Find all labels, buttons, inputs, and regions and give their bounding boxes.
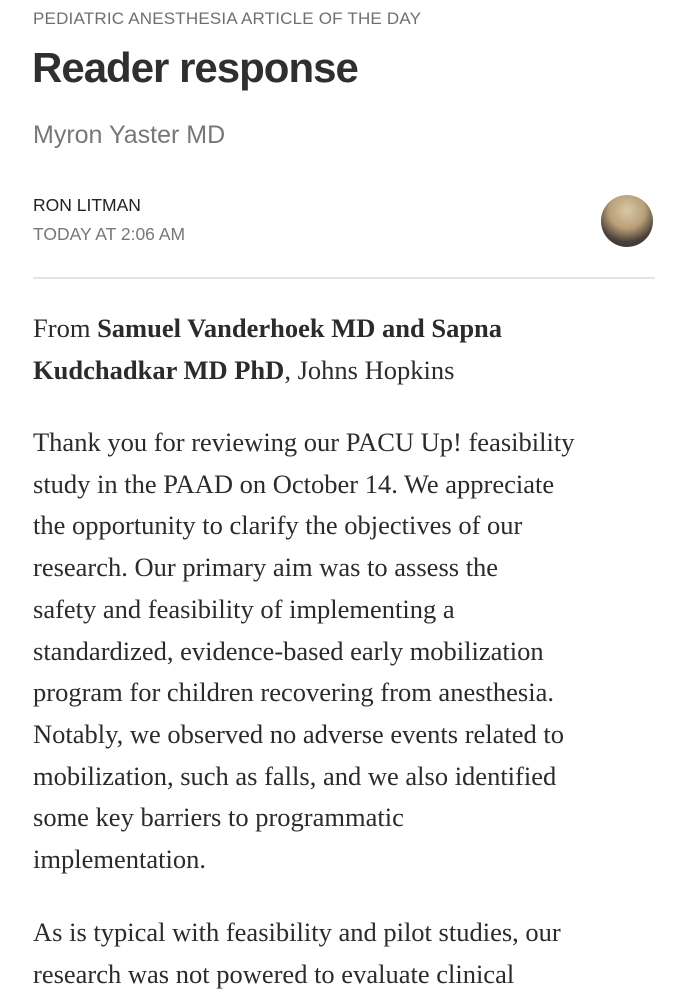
post-timestamp: TODAY AT 2:06 AM <box>33 224 186 244</box>
paragraph-line: research. Our primary aim was to assess the <box>33 552 499 583</box>
paragraph-line: some key barriers to programmatic <box>33 802 404 833</box>
article-title: Reader response <box>32 44 358 91</box>
paragraph-line: standardized, evidence-based early mobilization <box>33 635 544 666</box>
from-authors-2: Kudchadkar MD PhD <box>33 354 285 385</box>
divider <box>33 277 655 279</box>
publication-kicker[interactable]: PEDIATRIC ANESTHESIA ARTICLE OF THE DAY <box>33 9 422 28</box>
from-authors-1: Samuel Vanderhoek MD and Sapna <box>97 313 503 343</box>
from-prefix: From <box>33 313 98 343</box>
paragraph-line: mobilization, such as falls, and we also identified <box>33 760 557 791</box>
paragraph-2 <box>33 422 574 881</box>
paragraph-line: implementation. <box>33 844 206 875</box>
paragraph-line: program for children recovering from anesthesia. <box>33 677 554 708</box>
author-name[interactable]: RON LITMAN <box>33 195 141 215</box>
paragraph-3 <box>33 912 561 995</box>
from-paragraph <box>33 308 502 391</box>
paragraph-line: the opportunity to clarify the objectives of our <box>33 510 523 541</box>
paragraph-line: As is typical with feasibility and pilot studies, our <box>33 917 561 947</box>
article-subtitle: Myron Yaster MD <box>33 121 226 149</box>
paragraph-line: research was not powered to evaluate clinical <box>33 958 515 989</box>
paragraph-line: Thank you for reviewing our PACU Up! feasibility <box>33 427 575 457</box>
paragraph-line: study in the PAAD on October 14. We appreciate <box>33 468 555 499</box>
from-affiliation: , Johns Hopkins <box>284 354 455 385</box>
paragraph-line: Notably, we observed no adverse events related to <box>33 718 565 749</box>
paragraph-line: safety and feasibility of implementing a <box>33 593 455 624</box>
author-avatar[interactable] <box>601 195 653 247</box>
